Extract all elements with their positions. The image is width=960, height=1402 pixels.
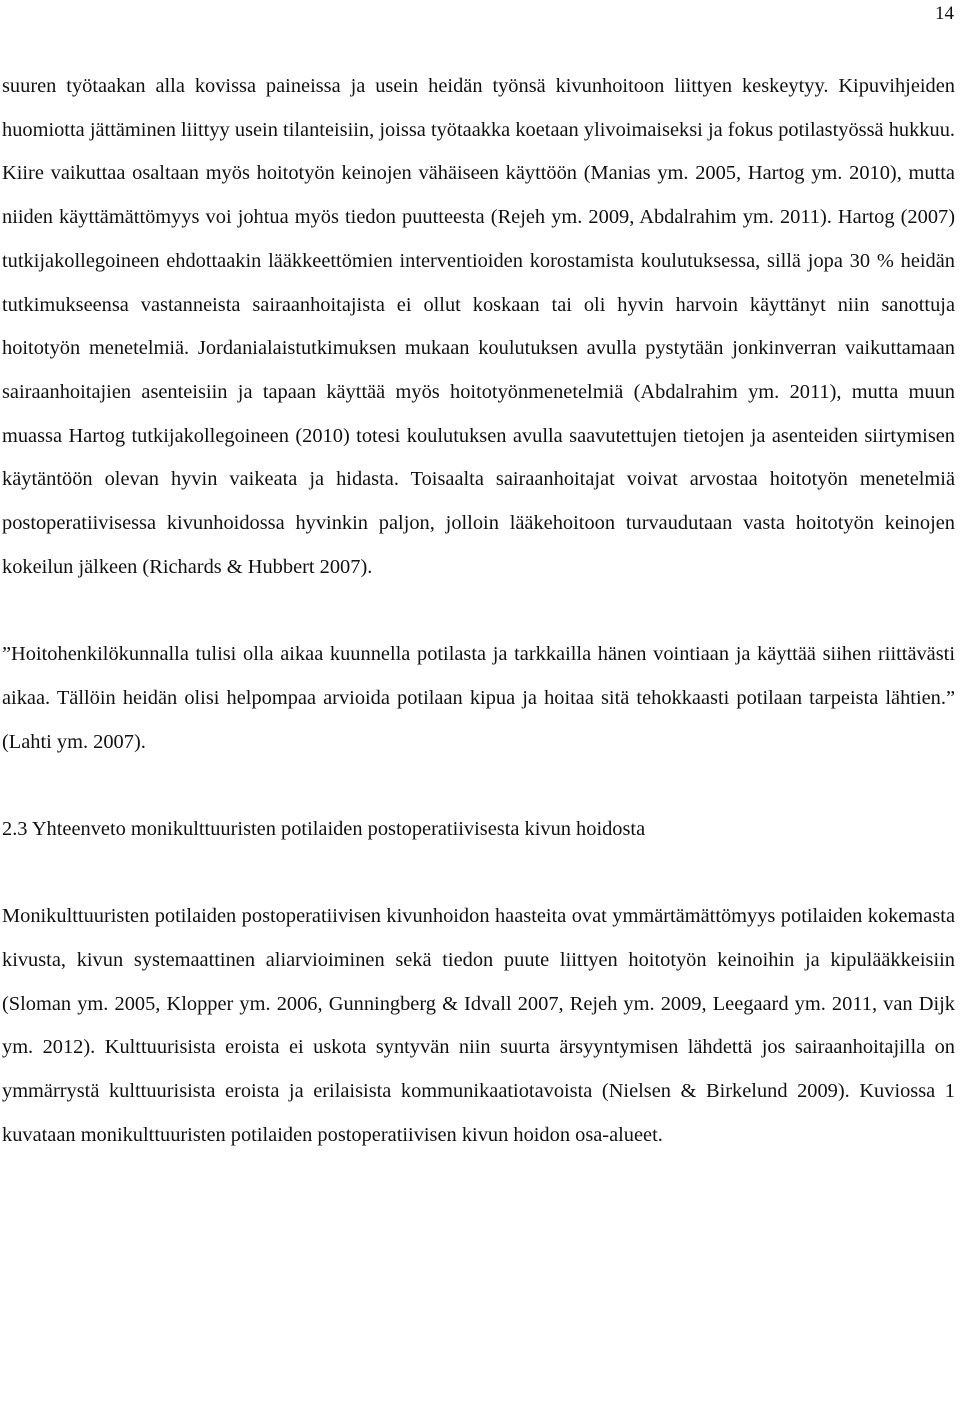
paragraph-spacer (2, 589, 955, 633)
paragraph-3: Monikulttuuristen potilaiden postoperatiivisen kivunhoidon haasteita ovat ymmärtämättömyys potilaiden kokemasta kivusta, kivun systemaattinen aliarvioiminen sekä tiedon puute liittyen hoitotyön keinoihin ja kipulääkkeisiin (Sloman ym. 2005, Klopper ym. 2006, Gunningberg & Idvall 2007, Rejeh ym. 2009, Leegaard ym. 2011, van Dijk ym. 2012). Kulttuurisista eroista ei uskota syntyvän niin suurta ärsyyntymisen lähdettä jos sairaanhoitajilla on ymmärrystä kulttuurisista eroista ja erilaisista kommunikaatiotavoista (Nielsen & Birkelund 2009). Kuviossa 1 kuvataan monikulttuuristen potilaiden postoperatiivisen kivun hoidon osa-alueet. (2, 905, 955, 1146)
paragraph-spacer (2, 852, 955, 896)
paragraph-spacer (2, 764, 955, 808)
document-body (2, 65, 955, 1158)
paragraph-1: suuren työtaakan alla kovissa paineissa ja usein heidän työnsä kivunhoitoon liittyen keskeytyy. Kipuvihjeiden huomiotta jättäminen liittyy usein tilanteisiin, joissa työtaakka koetaan ylivoimaiseksi ja fokus potilastyössä hukkuu. Kiire vaikuttaa osaltaan myös hoitotyön keinojen vähäiseen käyttöön (Manias ym. 2005, Hartog ym. 2010), mutta niiden käyttämättömyys voi johtua myös tiedon puutteesta (Rejeh ym. 2009, Abdalrahim ym. 2011). Hartog (2007) tutkijakollegoineen ehdottaakin lääkkeettömien interventioiden korostamista koulutuksessa, sillä jopa 30 % heidän tutkimukseensa vastanneista sairaanhoitajista ei ollut koskaan tai oli hyvin harvoin käyttänyt niin sanottuja hoitotyön menetelmiä. Jordanialaistutkimuksen mukaan koulutuksen avulla pystytään jonkinverran vaikuttamaan sairaanhoitajien asenteisiin ja tapaan käyttää myös hoitotyönmenetelmiä (Abdalrahim ym. 2011), mutta muun muassa Hartog tutkijakollegoineen (2010) totesi koulutuksen avulla saavutettujen tietojen ja asenteiden siirtymisen käytäntöön olevan hyvin vaikeata ja hidasta. Toisaalta sairaanhoitajat voivat arvostaa hoitotyön menetelmiä postoperatiivisessa kivunhoidossa hyvinkin paljon, jolloin lääkehoitoon turvaudutaan vasta hoitotyön keinojen kokeilun jälkeen (Richards & Hubbert 2007). (2, 75, 955, 578)
section-heading: 2.3 Yhteenveto monikulttuuristen potilaiden postoperatiivisesta kivun hoidosta (2, 817, 646, 840)
quote-paragraph: ”Hoitohenkilökunnalla tulisi olla aikaa kuunnella potilasta ja tarkkailla hänen vointiaan ja käyttää siihen riittävästi aikaa. Tällöin heidän olisi helpompaa arvioida potilaan kipua ja hoitaa sitä tehokkaasti potilaan tarpeista lähtien.” (Lahti ym. 2007). (2, 643, 955, 753)
page-number: 14 (935, 3, 954, 24)
